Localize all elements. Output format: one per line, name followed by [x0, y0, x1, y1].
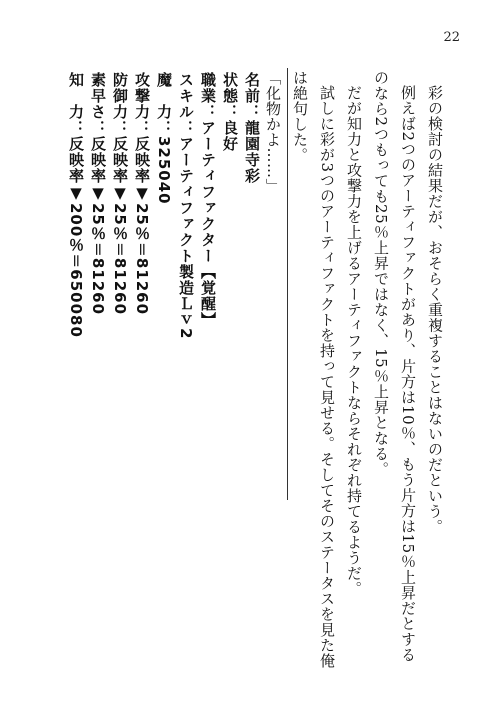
stat-intelligence: 知 力：反映率▼200％＝650080	[67, 72, 85, 338]
stat-speed: 素早さ：反映率▼25％＝81260	[89, 72, 107, 316]
stat-condition: 状態：良好	[221, 72, 239, 152]
paragraph: 彩の検討の結果だが、おそらく重複することはないのだという。	[426, 85, 444, 535]
paragraph: 例えば2つのアーティファクトがあり、片方は10％、もう片方は15％上昇だとするのなら2つもっても25％上昇ではなく、15％上昇となる。	[372, 70, 417, 663]
stat-name: 名前：龍園寺彩	[243, 72, 261, 184]
stat-magic: 魔 力：325040	[155, 72, 173, 205]
page-number: 22	[443, 30, 460, 45]
status-divider	[287, 68, 288, 500]
stat-attack: 攻撃力：反映率▼25％＝81260	[133, 72, 151, 316]
dialogue-line: 「化物かよ……」	[264, 70, 282, 194]
stat-defense: 防御力：反映率▼25％＝81260	[111, 72, 129, 316]
stat-job: 職業：アーティファクター【覚醒】	[199, 72, 217, 328]
paragraph: だが知力と攻撃力を上げるアーティファクトならそれぞれ持てるようだ。	[345, 85, 363, 597]
stat-skill: スキル：アーティファクト製造Ｌｖ2	[177, 72, 195, 340]
status-window	[65, 72, 263, 632]
paragraph: 試しに彩が3つのアーティファクトを持って見せる。そしてそのステータスを見た俺は絶句した。	[291, 70, 336, 669]
